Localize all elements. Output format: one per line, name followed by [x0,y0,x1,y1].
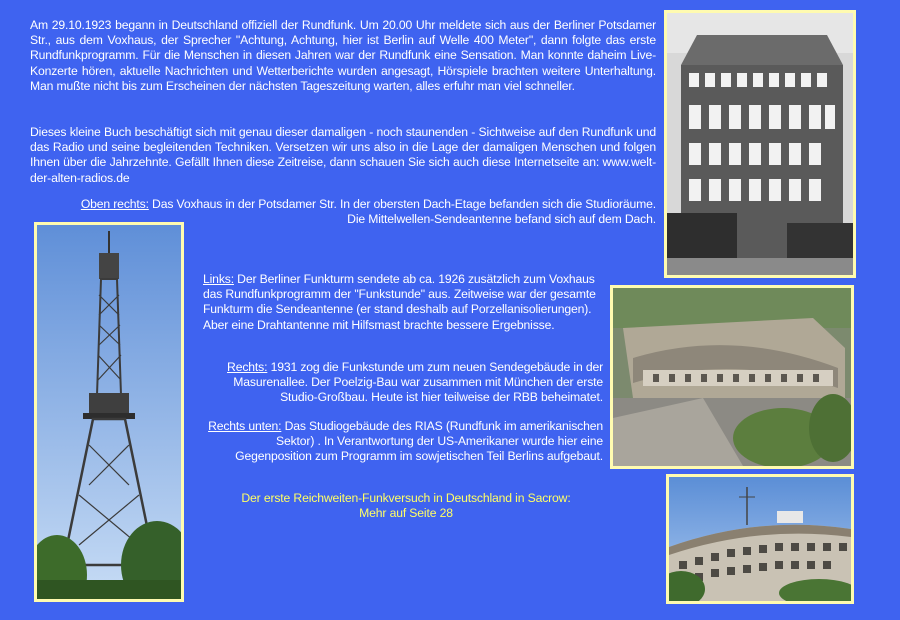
caption-label: Rechts: [227,360,268,374]
intro-paragraph-2: Dieses kleine Buch beschäftigt sich mit genau dieser damaligen - noch staunenden - Sichtweise auf den Rundfunk und das Radio und seine begleitenden Techniken. Versetzen wir uns also in die Lage der damaligen Menschen und folgen Ihnen über die Jahrzehnte. Gefällt Ihnen diese Zeitreise, dann schauen Sie sich auch diese Internetseite an: www.welt-der-alten-radios.de [30,125,656,185]
voxhaus-image [667,13,853,275]
caption-label: Rechts unten: [208,419,282,433]
caption-label: Oben rechts: [80,197,149,211]
funkturm-image [37,225,181,599]
rias-photo [666,474,854,604]
masurenallee-photo [610,285,854,469]
caption-label: Links: [203,272,234,286]
caption-rechts [196,360,603,406]
voxhaus-photo [664,10,856,278]
caption-rechts-unten [200,419,603,465]
caption-text: Das Voxhaus in der Potsdamer Str. In der obersten Dach-Etage befanden sich die Studioräume. Die Mittelwellen-Sendeantenne befand sich auf dem Dach. [148,197,656,227]
sacrow-note-line1: Der erste Reichweiten-Funkversuch in Deutschland in Sacrow: [241,491,571,505]
intro-paragraph-1: Am 29.10.1923 begann in Deutschland offiziell der Rundfunk. Um 20.00 Uhr meldete sich aus der Berliner Potsdamer Str., aus dem Voxhaus, der Sprecher "Achtung, Achtung, hier ist Berlin auf Welle 400 Meter", dann folgte das erste Rundfunkprogramm. Für die Menschen in diesen Jahren war der Rundfunk eine Sensation. Man konnte daheim Live-Konzerte hören, aktuelle Nachrichten und Wetterberichte wurden angesagt, Hörspiele brachten weitere Unterhaltung. Man mußte nicht bis zum Erscheinen der nächsten Tageszeitung warten, alles erfuhr man viel schneller. [30,18,656,93]
caption-text: Das Studiogebäude des RIAS (Rundfunk im amerikanischen Sektor) . In Verantwortung der US-Amerikaner wurde hier eine Gegenposition zum Programm im sowjetischen Teil Berlins aufgebaut. [235,419,603,464]
sacrow-note [196,491,616,521]
funkturm-photo [34,222,184,602]
masurenallee-image [613,288,851,466]
caption-text: Der Berliner Funkturm sendete ab ca. 1926 zusätzlich zum Voxhaus das Rundfunkprogramm der "Funkstunde" aus. Zeitweise war der gesamte Funkturm die Sendeantenne (er stand deshalb auf Porzellanisolierungen). Aber eine Drahtantenne mit Hilfsmast brachte bessere Ergebnisse. [203,272,596,332]
caption-text: 1931 zog die Funkstunde um zum neuen Sendegebäude in der Masurenallee. Der Poelzig-Bau war zusammen mit München der erste Studio-Großbau. Heute ist hier teilweise der RBB beheimatet. [233,360,603,405]
caption-links [203,272,605,333]
sacrow-note-line2: Mehr auf Seite 28 [359,506,453,521]
rias-image [669,477,851,601]
